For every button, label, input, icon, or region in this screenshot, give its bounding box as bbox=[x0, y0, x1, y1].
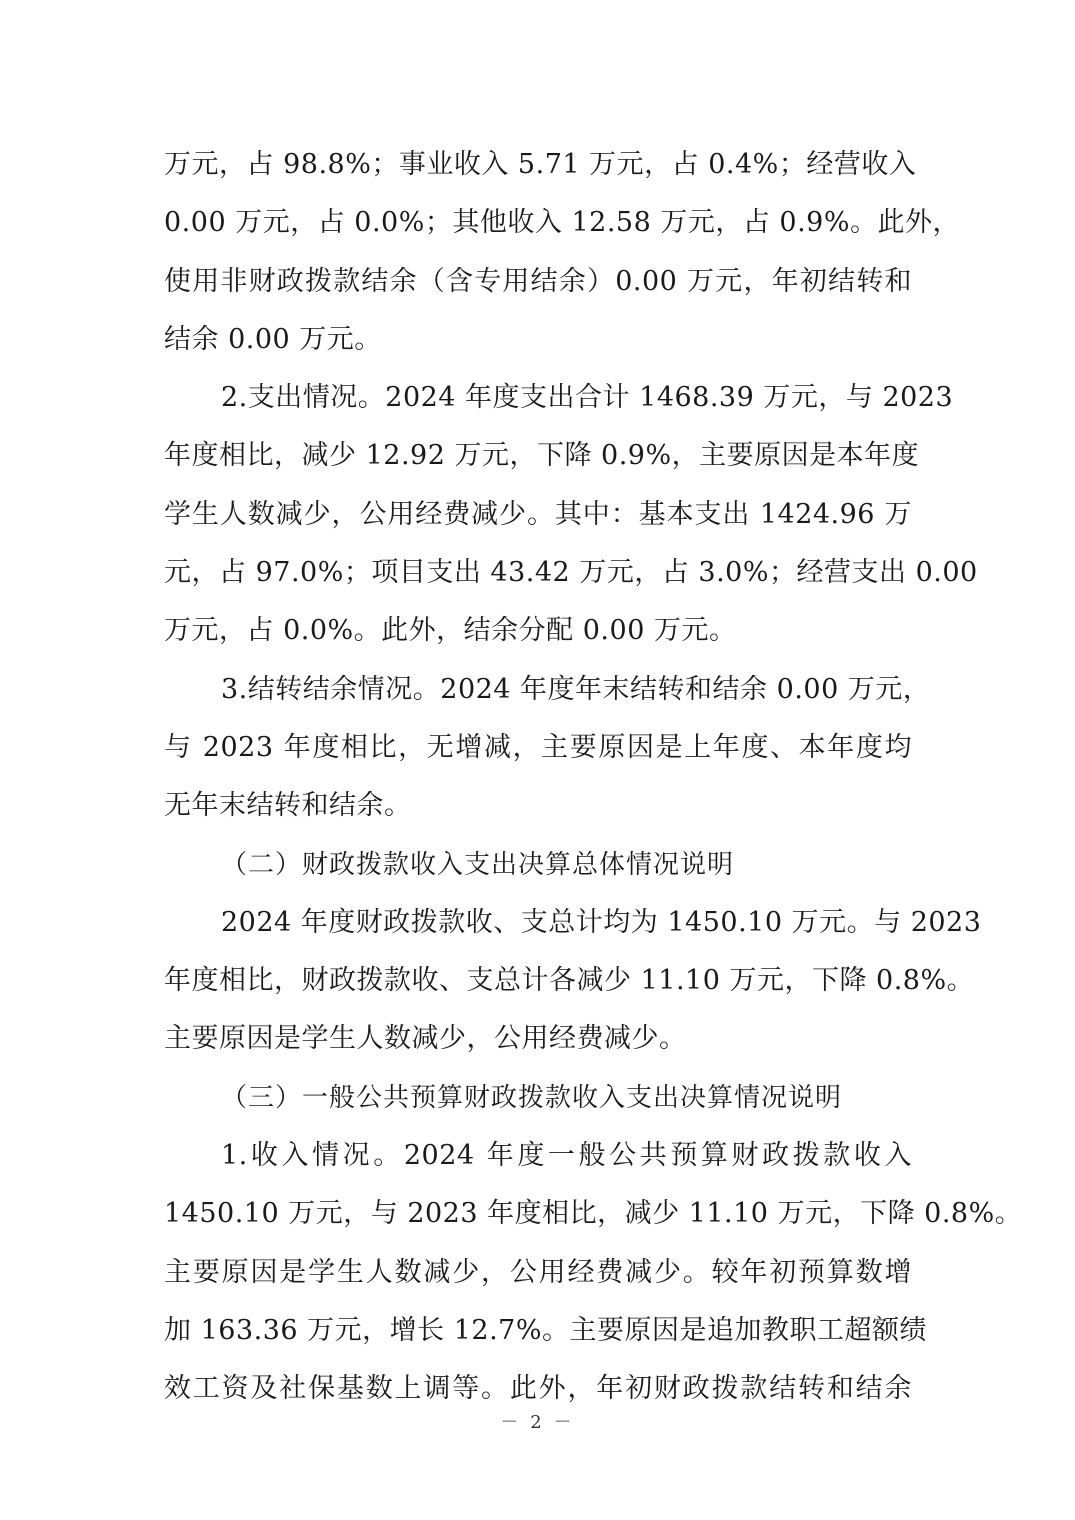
section-heading-2: （二）财政拨款收入支出决算总体情况说明 bbox=[221, 849, 735, 880]
text-line: 万元，占 0.0%。此外，结余分配 0.00 万元。 bbox=[164, 615, 737, 647]
paragraph-carryover: 3.结转结余情况。2024 年度年末结转和结余 0.00 万元， bbox=[221, 673, 931, 705]
text-line: 与 2023 年度相比，无增减，主要原因是上年度、本年度均 bbox=[164, 731, 912, 763]
text-line: 使用非财政拨款结余（含专用结余）0.00 万元，年初结转和 bbox=[164, 265, 912, 297]
text-line: 1450.10 万元，与 2023 年度相比，减少 11.10 万元，下降 0.8%。 bbox=[164, 1198, 1023, 1230]
body-text bbox=[164, 136, 1023, 1419]
text-line: 年度相比，财政拨款收、支总计各减少 11.10 万元，下降 0.8%。 bbox=[164, 965, 975, 997]
text-line: 年度相比，减少 12.92 万元，下降 0.9%，主要原因是本年度 bbox=[164, 440, 920, 472]
paragraph-expenditure: 2.支出情况。2024 年度支出合计 1468.39 万元，与 2023 bbox=[221, 382, 954, 414]
text-line: 万元，占 98.8%；事业收入 5.71 万元，占 0.4%；经营收入 bbox=[164, 149, 917, 180]
text-line: 元，占 97.0%；项目支出 43.42 万元，占 3.0%；经营支出 0.00 bbox=[164, 557, 978, 589]
text-line: 主要原因是学生人数减少，公用经费减少。 bbox=[164, 1023, 687, 1055]
text-line: 无年末结转和结余。 bbox=[164, 790, 412, 822]
paragraph-fiscal-total: 2024 年度财政拨款收、支总计均为 1450.10 万元。与 2023 bbox=[221, 906, 982, 938]
text-line: 加 163.36 万元，增长 12.7%。主要原因是追加教职工超额绩 bbox=[164, 1314, 927, 1346]
text-line: 学生人数减少，公用经费减少。其中：基本支出 1424.96 万 bbox=[164, 498, 912, 530]
text-line: 效工资及社保基数上调等。此外，年初财政拨款结转和结余 bbox=[164, 1373, 912, 1405]
text-line: 结余 0.00 万元。 bbox=[164, 323, 382, 355]
text-line: 0.00 万元，占 0.0%；其他收入 12.58 万元，占 0.9%。此外， bbox=[164, 207, 961, 239]
text-line: 主要原因是学生人数减少，公用经费减少。较年初预算数增 bbox=[164, 1256, 912, 1288]
paragraph-income: 1.收入情况。2024 年度一般公共预算财政拨款收入 bbox=[221, 1140, 912, 1172]
page-number: － 2 － bbox=[500, 1412, 575, 1433]
section-heading-3: （三）一般公共预算财政拨款收入支出决算情况说明 bbox=[221, 1082, 843, 1113]
